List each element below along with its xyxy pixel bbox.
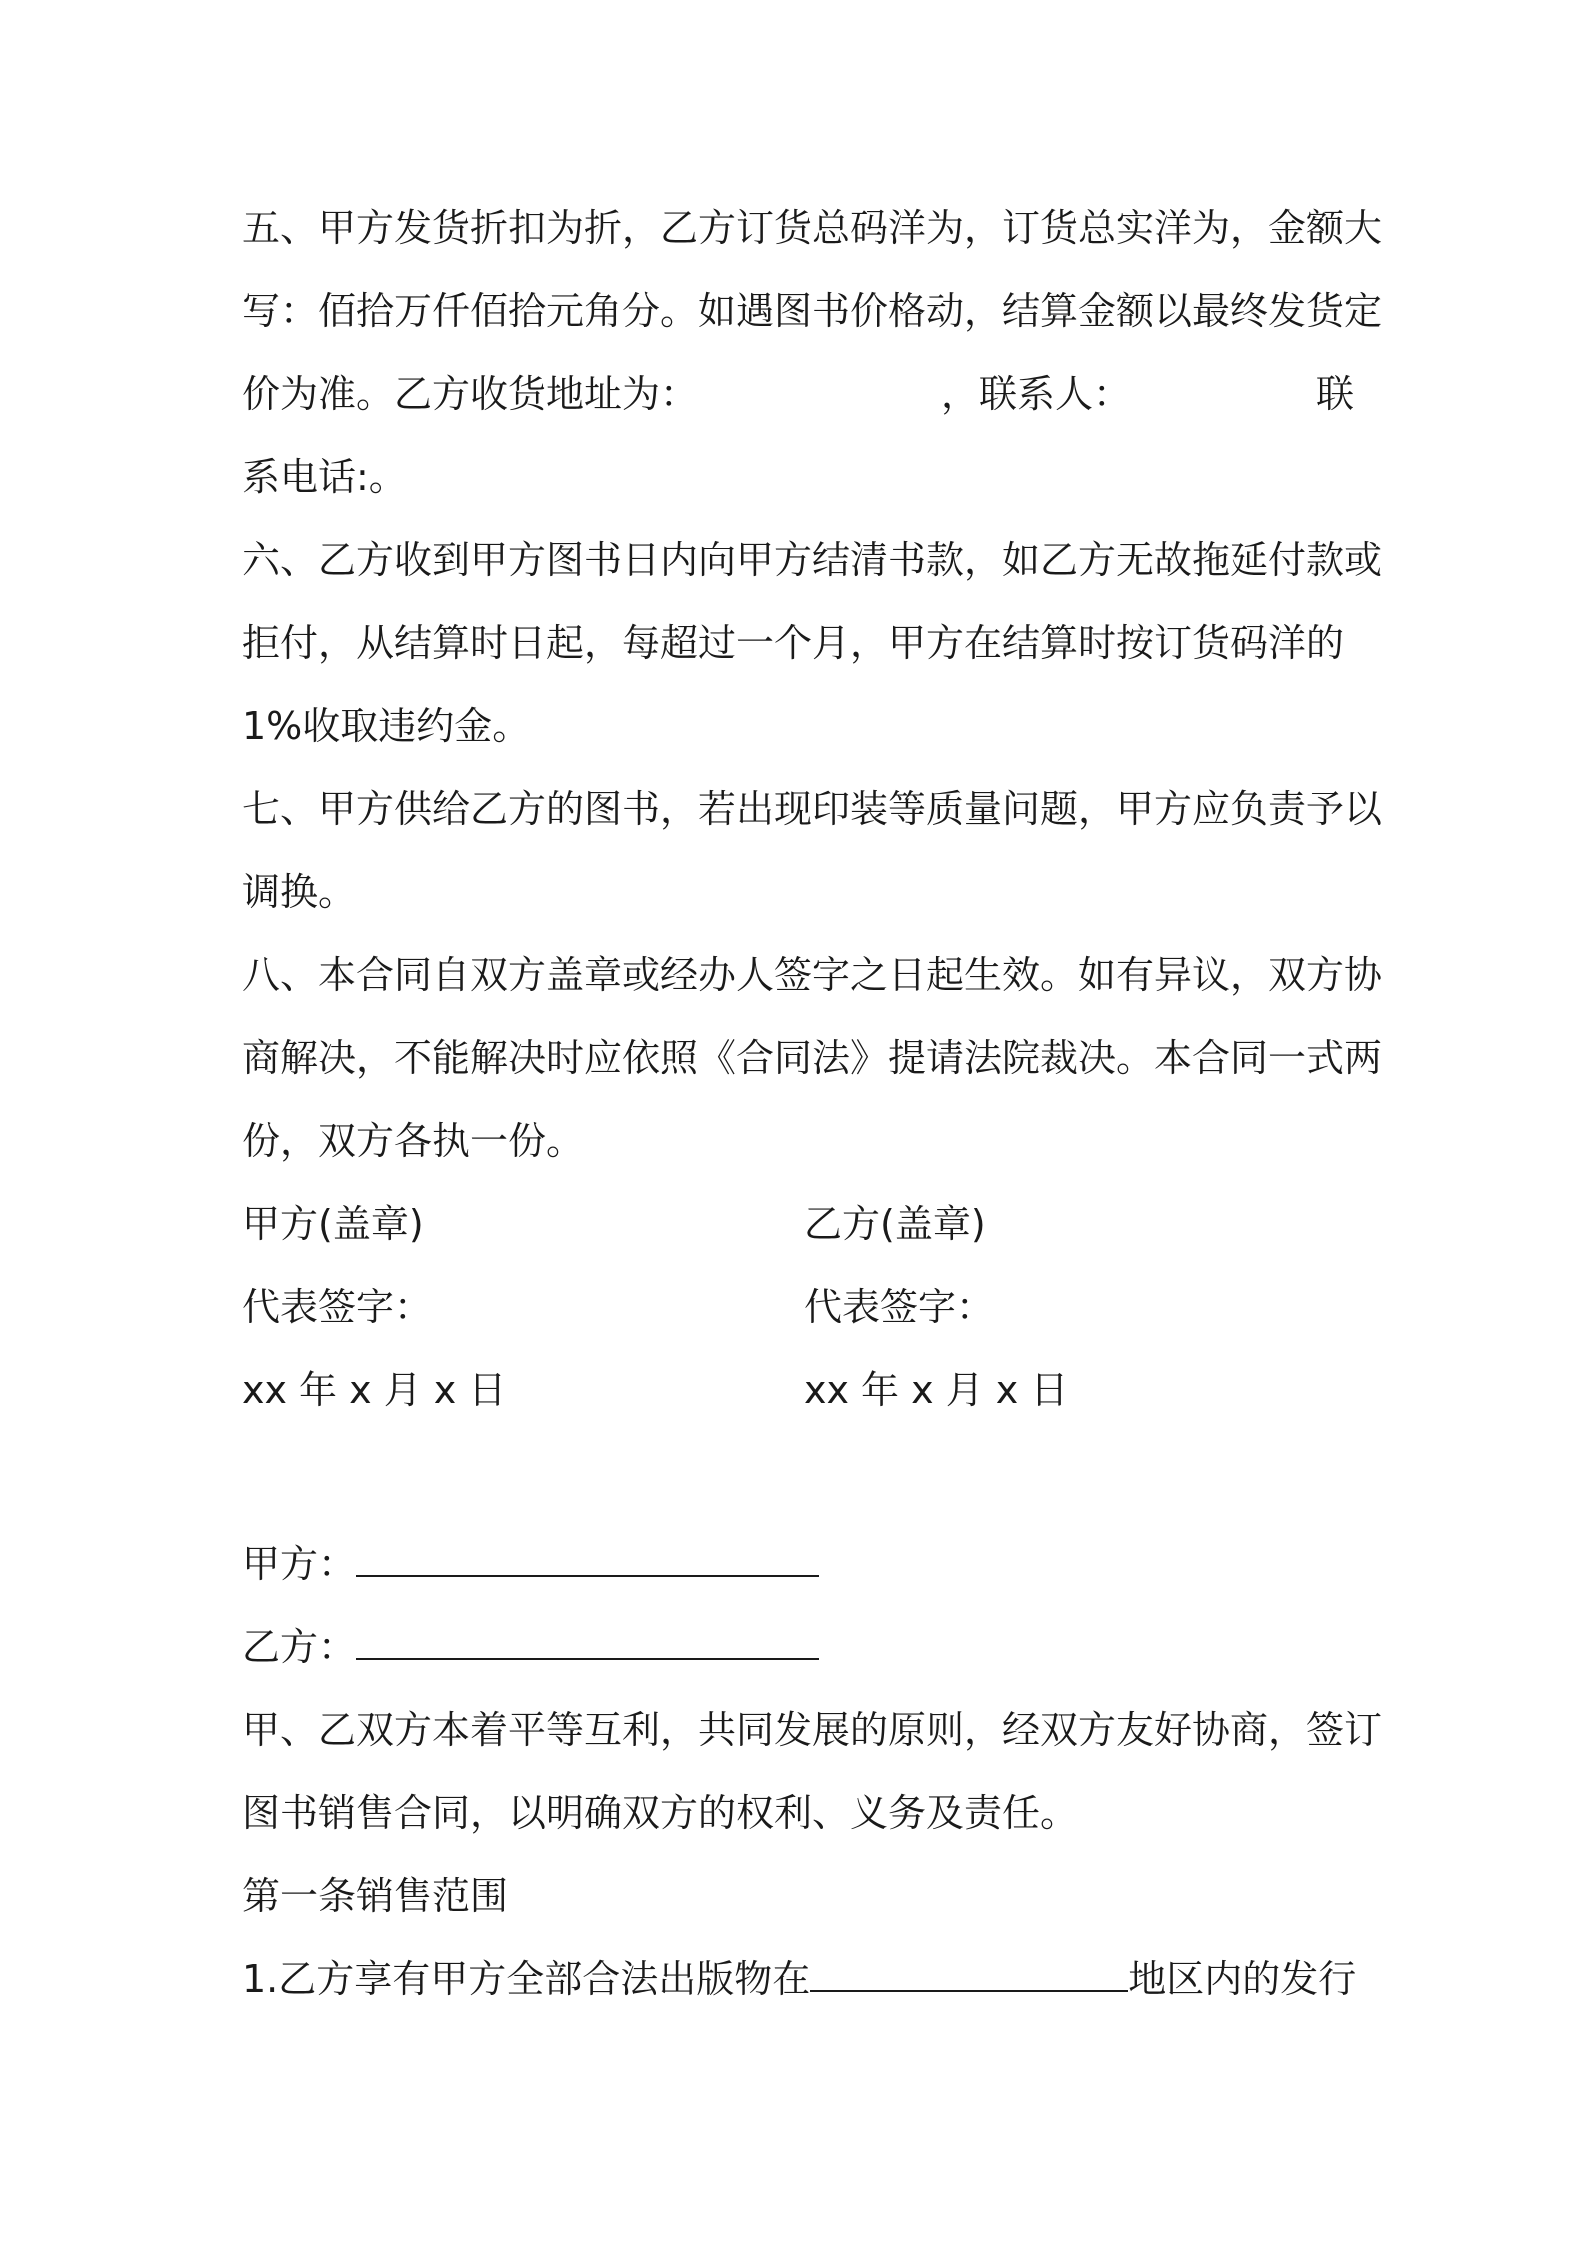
party-a-representative: 代表签字： bbox=[242, 1285, 433, 1329]
party-a-name-row bbox=[242, 1534, 819, 1594]
party-a-seal: 甲方(盖章) bbox=[242, 1202, 424, 1246]
article-one-heading: 第一条销售范围 bbox=[242, 1874, 509, 1918]
contact-phone-label-start: 联 bbox=[1315, 372, 1354, 416]
document-page bbox=[242, 0, 1383, 2244]
clause-five-line-1: 五、甲方发货折扣为折，乙方订货总码洋为，订货总实洋为，金额大 bbox=[242, 206, 1383, 250]
clause-five-line-4: 系电话:。 bbox=[242, 455, 407, 499]
party-b-date: xx 年 x 月 x 日 bbox=[804, 1368, 1069, 1412]
clause-five-line-3 bbox=[242, 364, 1354, 424]
region-blank bbox=[810, 1954, 1128, 1992]
party-b-representative: 代表签字： bbox=[804, 1285, 995, 1329]
party-a-date: xx 年 x 月 x 日 bbox=[242, 1368, 507, 1412]
clause-eight-line-3: 份，双方各执一份。 bbox=[242, 1119, 585, 1163]
intro-line-2: 图书销售合同，以明确双方的权利、义务及责任。 bbox=[242, 1791, 1079, 1835]
contact-person-label: ，联系人： bbox=[941, 372, 1132, 416]
party-a-label: 甲方： bbox=[242, 1542, 357, 1586]
clause-five-line-2: 写：佰拾万仟佰拾元角分。如遇图书价格动，结算金额以最终发货定 bbox=[242, 289, 1383, 333]
clause-eight-line-1: 八、本合同自双方盖章或经办人签字之日起生效。如有异议，双方协 bbox=[242, 953, 1383, 997]
item-1-text-end: 地区内的发行 bbox=[1128, 1957, 1357, 2001]
clause-six-line-2: 拒付，从结算时日起，每超过一个月，甲方在结算时按订货码洋的 bbox=[242, 621, 1345, 665]
item-1-text-start: 1.乙方享有甲方全部合法出版物在 bbox=[242, 1957, 811, 2001]
clause-six-line-1: 六、乙方收到甲方图书日内向甲方结清书款，如乙方无故拖延付款或 bbox=[242, 538, 1383, 582]
intro-line-1: 甲、乙双方本着平等互利，共同发展的原则，经双方友好协商，签订 bbox=[242, 1708, 1383, 1752]
clause-six-line-3: 1%收取违约金。 bbox=[242, 704, 531, 748]
party-a-name-blank bbox=[356, 1539, 819, 1577]
shipping-address-label: 价为准。乙方收货地址为： bbox=[242, 372, 699, 416]
clause-seven-line-1: 七、甲方供给乙方的图书，若出现印装等质量问题，甲方应负责予以 bbox=[242, 787, 1383, 831]
clause-seven-line-2: 调换。 bbox=[242, 870, 357, 914]
clause-eight-line-2: 商解决，不能解决时应依照《合同法》提请法院裁决。本合同一式两 bbox=[242, 1036, 1383, 1080]
party-b-name-row bbox=[242, 1617, 819, 1677]
article-one-item-1 bbox=[242, 1949, 1356, 2009]
party-b-label: 乙方： bbox=[242, 1625, 357, 1669]
party-b-seal: 乙方(盖章) bbox=[804, 1202, 986, 1246]
party-b-name-blank bbox=[356, 1622, 819, 1660]
